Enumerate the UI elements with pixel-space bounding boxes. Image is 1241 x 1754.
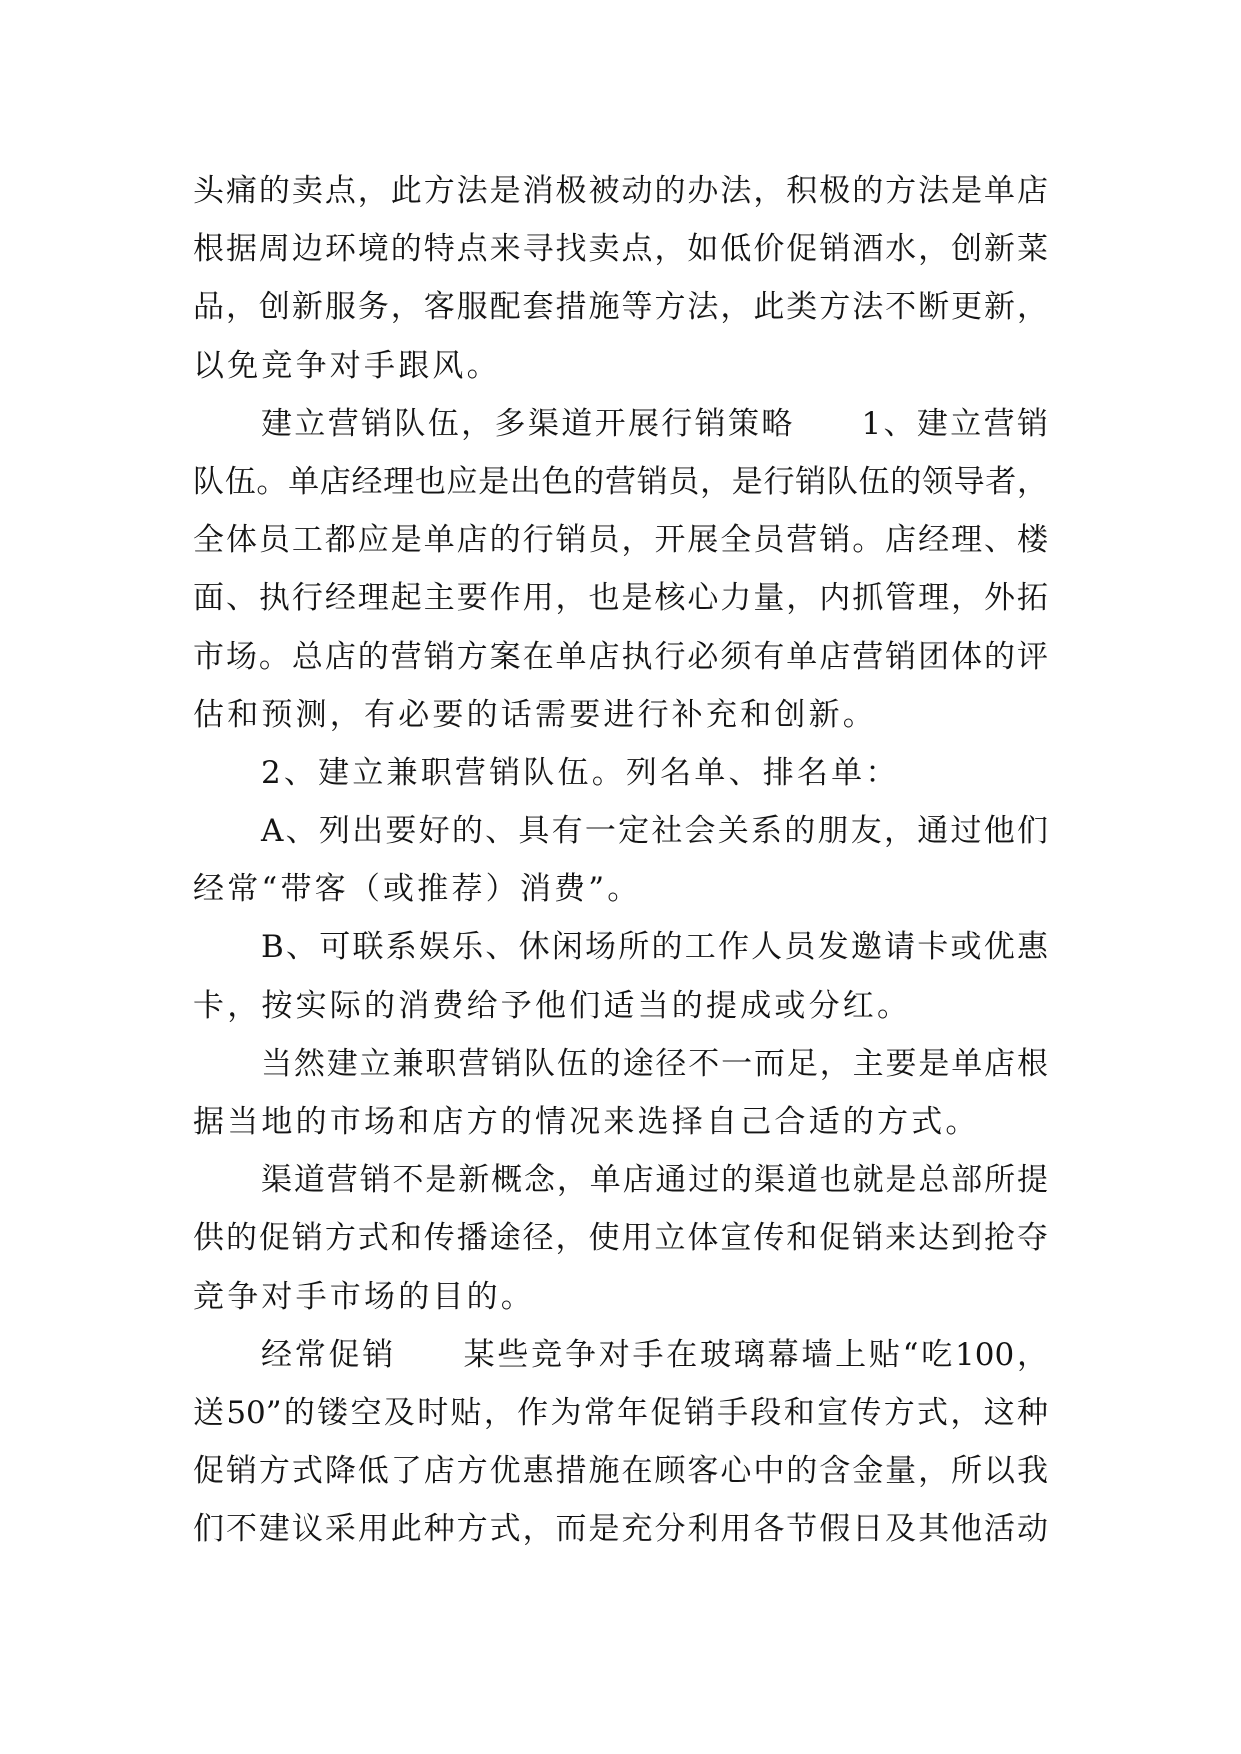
paragraph xyxy=(193,1151,1048,1326)
text-line: B、可联系娱乐、休闲场所的工作人员发邀请卡或优惠 xyxy=(261,929,1048,966)
text-line: 据当地的市场和店方的情况来选择自己合适的方式。 xyxy=(193,1104,980,1140)
paragraph xyxy=(193,802,1048,918)
text-line: 卡，按实际的消费给予他们适当的提成或分红。 xyxy=(193,987,912,1024)
text-line: 送50”的镂空及时贴，作为常年促销手段和宣传方式，这种 xyxy=(193,1394,1048,1431)
text-line: 队伍。单店经理也应是出色的营销员，是行销队伍的领导者， xyxy=(193,463,1048,500)
text-line: 促销方式降低了店方优惠措施在顾客心中的含金量，所以我 xyxy=(193,1453,1048,1490)
text-line: 渠道营销不是新概念，单店通过的渠道也就是总部所提 xyxy=(261,1162,1048,1199)
paragraph xyxy=(193,162,1048,395)
paragraph xyxy=(193,395,1048,744)
text-line: 建立营销队伍，多渠道开展行销策略 1、建立营销 xyxy=(261,405,1048,442)
text-line: 全体员工都应是单店的行销员，开展全员营销。店经理、楼 xyxy=(193,522,1048,559)
text-line: 品，创新服务，客服配套措施等方法，此类方法不断更新， xyxy=(193,289,1048,326)
text-line: 经常促销 某些竞争对手在玻璃幕墙上贴“吃100， xyxy=(261,1336,1048,1373)
text-line: 2、建立兼职营销队伍。列名单、排名单： xyxy=(261,754,900,791)
text-line: 市场。总店的营销方案在单店执行必须有单店营销团体的评 xyxy=(193,638,1048,675)
text-line: 头痛的卖点，此方法是消极被动的办法，积极的方法是单店 xyxy=(193,173,1048,209)
text-line: 当然建立兼职营销队伍的途径不一而足，主要是单店根 xyxy=(261,1045,1048,1082)
text-line: 根据周边环境的特点来寻找卖点，如低价促销酒水，创新菜 xyxy=(193,231,1048,268)
paragraph xyxy=(193,1326,1048,1559)
paragraph xyxy=(193,1035,1048,1151)
document-body xyxy=(193,162,1048,1559)
text-line: 以免竞争对手跟风。 xyxy=(193,347,501,384)
text-line: 供的促销方式和传播途径，使用立体宣传和促销来达到抢夺 xyxy=(193,1220,1048,1257)
paragraph xyxy=(193,744,1048,802)
text-line: 们不建议采用此种方式，而是充分利用各节假日及其他活动 xyxy=(193,1511,1048,1548)
text-line: 估和预测，有必要的话需要进行补充和创新。 xyxy=(193,696,877,733)
paragraph xyxy=(193,918,1048,1034)
text-line: 面、执行经理起主要作用，也是核心力量，内抓管理，外拓 xyxy=(193,580,1048,617)
text-line: 经常“带客（或推荐）消费”。 xyxy=(193,871,642,908)
text-line: A、列出要好的、具有一定社会关系的朋友，通过他们 xyxy=(261,813,1048,850)
text-line: 竞争对手市场的目的。 xyxy=(193,1278,535,1315)
